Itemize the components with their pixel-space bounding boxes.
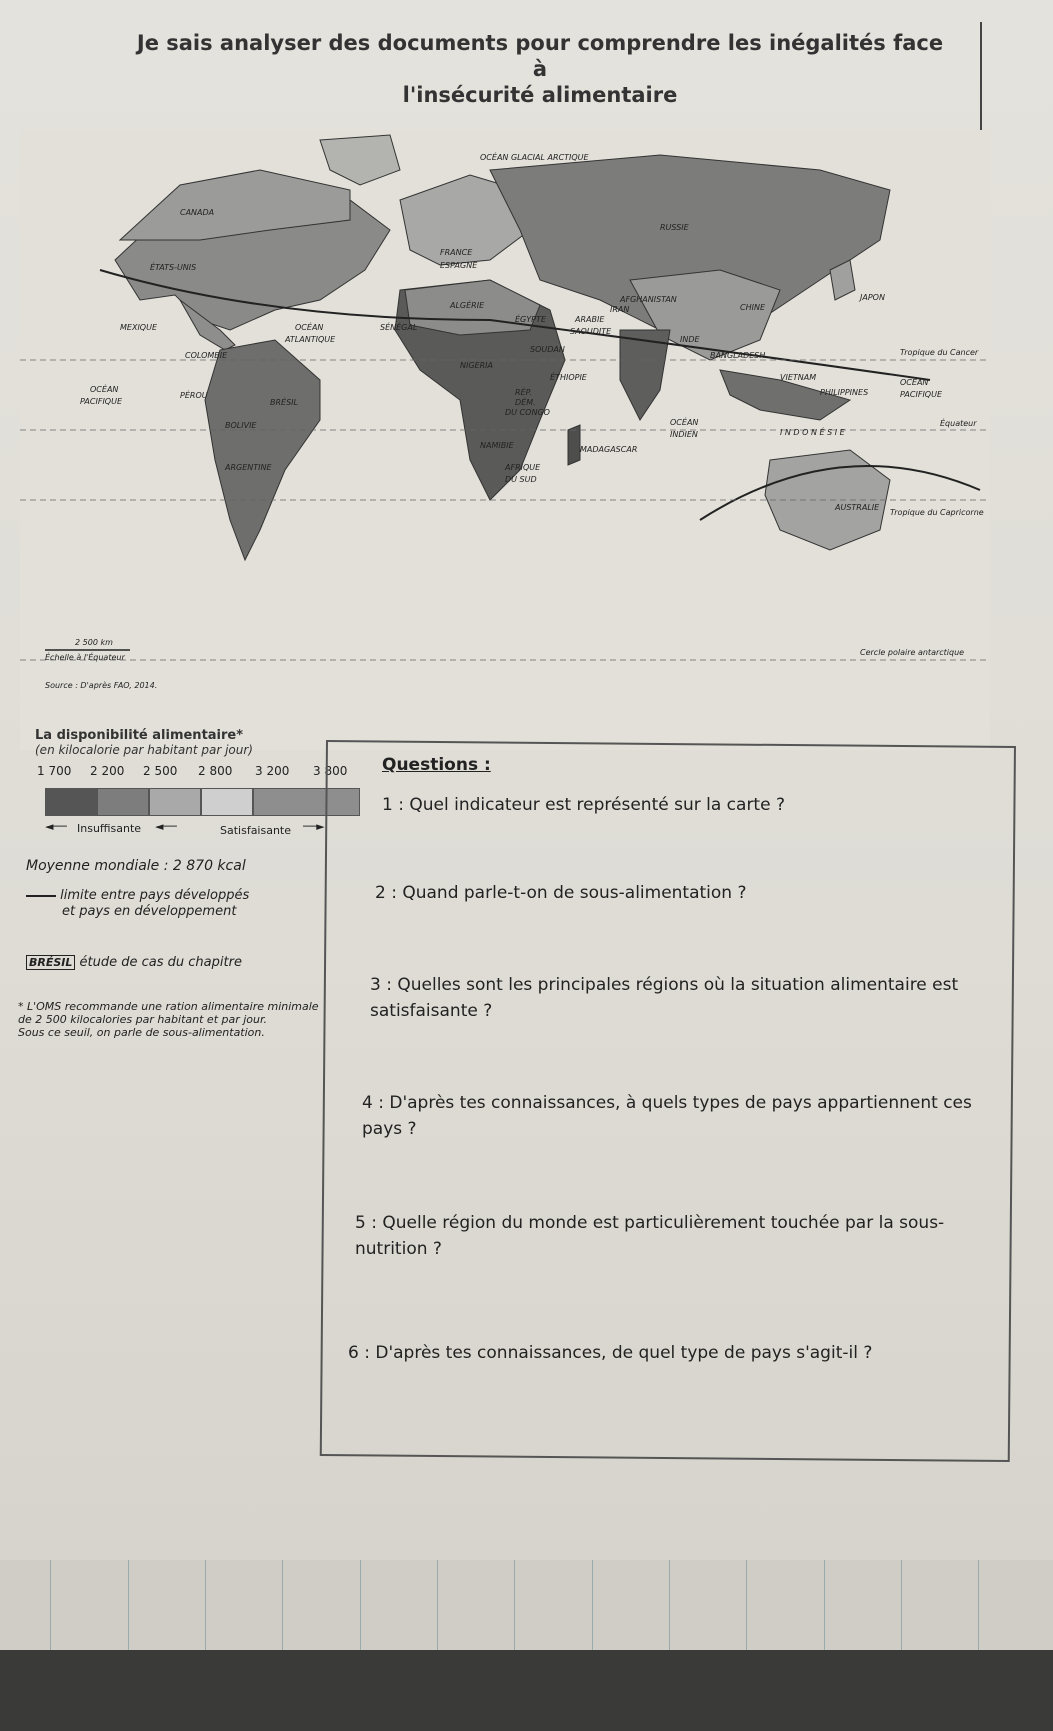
question-4-line-2: pays ? [362, 1119, 417, 1139]
label-arabie-1: ARABIE [575, 315, 605, 324]
label-philippines: PHILIPPINES [820, 388, 869, 397]
label-arabie-2: SAOUDITE [570, 327, 612, 336]
arrow-right-icon: ──► [303, 820, 325, 833]
question-5-line-1: 5 : Quelle région du monde est particulièrement touchée par la sous- [355, 1213, 945, 1233]
label-usa: ÉTATS-UNIS [150, 263, 197, 272]
label-pacifique-e-1: OCÉAN [900, 378, 929, 387]
label-russie: RUSSIE [660, 223, 689, 232]
food-availability-legend [35, 728, 365, 837]
label-chine: CHINE [740, 303, 765, 312]
question-3-line-1: 3 : Quelles sont les principales régions où la situation alimentaire est [370, 975, 959, 995]
question-3-line-2: satisfaisante ? [370, 1001, 493, 1021]
legend-swatch-2 [97, 788, 149, 816]
label-nigeria: NIGERIA [460, 361, 493, 370]
question-4-line-1: 4 : D'après tes connaissances, à quels types de pays appartiennent ces [362, 1093, 972, 1113]
legend-tick: 3 800 [313, 764, 348, 778]
legend-tick: 3 200 [255, 764, 290, 778]
oms-note [18, 1000, 338, 1039]
label-inde: INDE [680, 335, 700, 344]
label-cercle-antarctique: Cercle polaire antarctique [860, 648, 965, 657]
label-scale: 2 500 km [75, 638, 113, 647]
label-source: Source : D'après FAO, 2014. [45, 681, 158, 690]
label-arctic: OCÉAN GLACIAL ARCTIQUE [480, 153, 589, 162]
label-egypte: ÉGYPTE [515, 315, 546, 324]
label-indien-1: OCÉAN [670, 418, 699, 427]
legend-arrows [45, 820, 360, 840]
limit-text-2: et pays en développement [62, 904, 237, 919]
question-4 [362, 1090, 992, 1142]
arrow-left-icon: ◄── [155, 820, 177, 833]
page-title [130, 30, 950, 108]
question-2: 2 : Quand parle-t-on de sous-alimentation ? [375, 883, 747, 903]
label-bolivie: BOLIVIE [225, 421, 257, 430]
world-map-svg [20, 130, 990, 750]
label-tropique-capricorne: Tropique du Capricorne [890, 508, 984, 517]
label-iran: IRAN [610, 305, 630, 314]
limit-text-1: limite entre pays développés [60, 888, 250, 903]
question-3 [370, 972, 1000, 1024]
label-rdc-2: DÉM. [515, 398, 536, 407]
world-food-map [20, 130, 990, 750]
label-vietnam: VIETNAM [780, 373, 817, 382]
label-algerie: ALGÉRIE [450, 301, 485, 310]
legend-color-scale [45, 788, 365, 814]
label-argentine: ARGENTINE [225, 463, 272, 472]
oms-line-2: de 2 500 kilocalories par habitant et par jour. [18, 1013, 268, 1026]
title-line-1: Je sais analyser des documents pour comprendre les inégalités face à [136, 31, 944, 81]
questions-heading: Questions : [382, 755, 491, 775]
label-bangladesh: BANGLADESH [710, 351, 766, 360]
label-rdc-3: DU CONGO [505, 408, 550, 417]
label-madagascar: MADAGASCAR [580, 445, 638, 454]
label-pacifique-e-2: PACIFIQUE [900, 390, 943, 399]
legend-insuffisante: Insuffisante [77, 822, 142, 835]
label-atlantique-1: OCÉAN [295, 323, 324, 332]
label-ethiopie: ÉTHIOPIE [550, 373, 587, 382]
label-indien-2: INDIEN [670, 430, 698, 439]
label-canada: CANADA [180, 208, 215, 217]
legend-tick-labels [35, 764, 365, 782]
label-france: FRANCE [440, 248, 473, 257]
label-soudan: SOUDAN [530, 345, 565, 354]
madagascar-shape [568, 425, 580, 465]
label-australie: AUSTRALIE [835, 503, 880, 512]
legend-tick: 2 200 [90, 764, 125, 778]
label-bresil: BRÉSIL [270, 398, 298, 407]
label-colombie: COLOMBIE [185, 351, 228, 360]
question-6: 6 : D'après tes connaissances, de quel type de pays s'agit-il ? [348, 1343, 873, 1363]
label-namibie: NAMIBIE [480, 441, 514, 450]
legend-tick: 1 700 [37, 764, 72, 778]
label-indonesie: I N D O N É S I E [780, 428, 845, 437]
limit-line-icon [26, 895, 56, 897]
legend-swatch-1 [45, 788, 97, 816]
label-afghanistan: AFGHANISTAN [620, 295, 677, 304]
label-mexique: MEXIQUE [120, 323, 158, 332]
label-tropique-cancer: Tropique du Cancer [900, 348, 979, 357]
legend-satisfaisante: Satisfaisante [220, 824, 292, 837]
label-espagne: ESPAGNE [440, 261, 478, 270]
development-limit-legend [26, 888, 326, 920]
label-rdc-1: RÉP. [515, 388, 532, 397]
bresil-text: étude de cas du chapitre [79, 955, 242, 970]
label-senegal: SÉNÉGAL [380, 323, 418, 332]
arrow-left-icon: ◄── [45, 820, 67, 833]
legend-tick: 2 500 [143, 764, 178, 778]
label-equateur: Équateur [940, 419, 977, 428]
label-scale-note: Échelle à l'Équateur [45, 653, 125, 662]
oms-line-3: Sous ce seuil, on parle de sous-alimentation. [18, 1026, 265, 1039]
legend-subtitle: (en kilocalorie par habitant par jour) [35, 743, 253, 757]
label-pacifique-w-1: OCÉAN [90, 385, 119, 394]
bresil-code: BRÉSIL [26, 955, 75, 970]
bresil-case-study [26, 955, 242, 970]
oms-line-1: * L'OMS recommande une ration alimentaire minimale [18, 1000, 319, 1013]
question-1: 1 : Quel indicateur est représenté sur la carte ? [382, 795, 785, 815]
title-line-2: l'insécurité alimentaire [402, 83, 678, 107]
legend-title: La disponibilité alimentaire* [35, 728, 244, 743]
label-perou: PÉROU [180, 391, 208, 400]
label-japon: JAPON [860, 293, 885, 302]
world-average: Moyenne mondiale : 2 870 kcal [26, 858, 246, 874]
question-5-line-2: nutrition ? [355, 1239, 442, 1259]
label-afsud-2: DU SUD [505, 475, 537, 484]
question-5 [355, 1210, 1005, 1262]
legend-tick: 2 800 [198, 764, 233, 778]
table-edge [0, 1650, 1053, 1731]
legend-swatch-3 [149, 788, 201, 816]
label-atlantique-2: ATLANTIQUE [285, 335, 336, 344]
legend-swatch-4 [201, 788, 253, 816]
label-afsud-1: AFRIQUE [505, 463, 541, 472]
label-pacifique-w-2: PACIFIQUE [80, 397, 123, 406]
